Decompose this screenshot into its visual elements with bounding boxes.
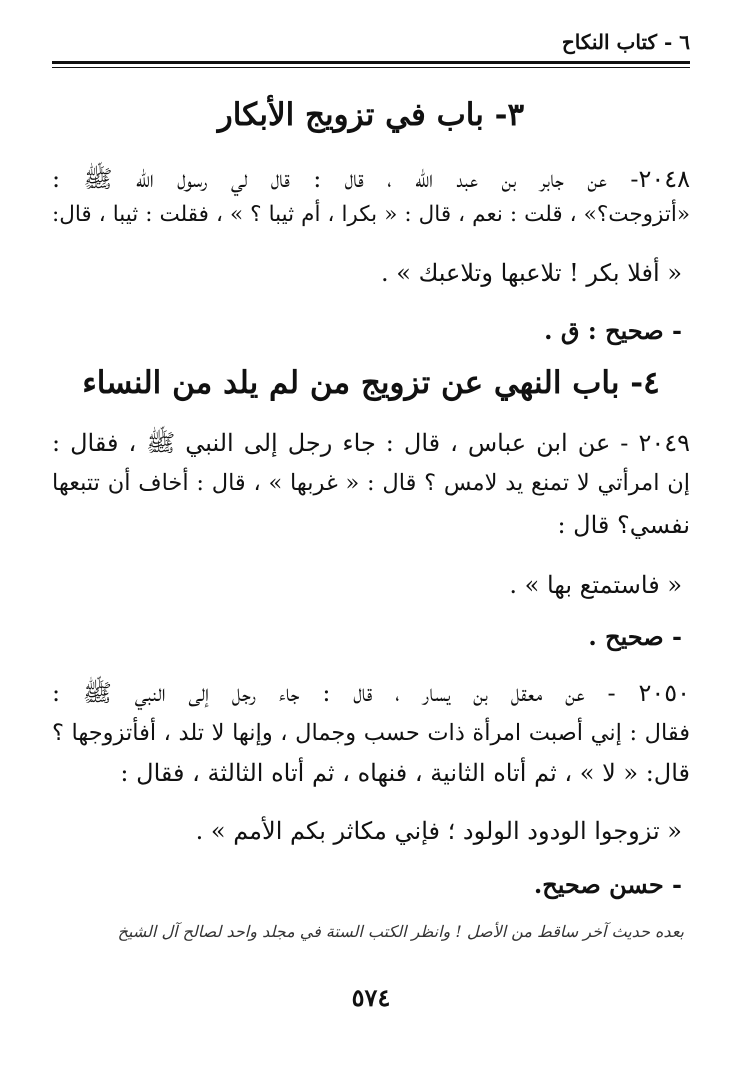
hadith-2048-line-3: « أفلا بكر ! تلاعبها وتلاعبك » . xyxy=(381,259,682,287)
handwritten-margin-note: بعده حديث آخر ساقط من الأصل ! وانظر الكتب الستة في مجلد واحد لصالح آل الشيخ xyxy=(117,922,684,941)
running-header: ٦ - كتاب النكاح xyxy=(561,30,690,54)
hadith-2049-line-1: ٢٠٤٩ - عن ابن عباس ، قال : جاء رجل إلى النبي ﷺ ، فقال : xyxy=(52,429,690,457)
chapter-heading-3: ٣- باب في تزويج الأبكار xyxy=(217,97,525,133)
chapter-heading-4: ٤- باب النهي عن تزويج من لم يلد من النساء xyxy=(82,365,660,401)
hadith-2049-line-2: إن امرأتي لا تمنع يد لامس ؟ قال : « غربها » ، قال : أخاف أن تتبعها xyxy=(52,470,690,496)
hadith-2048-grade: - صحيح : ق . xyxy=(544,316,682,345)
hadith-2050-line-3: قال: « لا » ، ثم أتاه الثانية ، فنهاه ، ثم أتاه الثالثة ، فقال : xyxy=(120,759,690,787)
hadith-2050-line-4: « تزوجوا الودود الولود ؛ فإني مكاثر بكم الأمم » . xyxy=(195,817,682,845)
hadith-2049-line-4: « فاستمتع بها » . xyxy=(509,571,682,599)
hadith-2050-line-2: فقال : إني أصبت امرأة ذات حسب وجمال ، وإنها لا تلد ، أفأتزوجها ؟ xyxy=(52,720,690,746)
hadith-2050-line-1: ٢٠٥٠ - عن معقل بن يسار ، قال : جاء رجل إلى النبي ﷺ : xyxy=(52,679,690,707)
hadith-2049-line-3: نفسي؟ قال : xyxy=(557,511,690,539)
hadith-2048-line-2: «أتزوجت؟» ، قلت : نعم ، قال : « بكرا ، أم ثيبا ؟ » ، فقلت : ثيبا ، قال: xyxy=(52,202,690,227)
header-rule-thin xyxy=(52,67,690,68)
hadith-2049-grade: - صحيح . xyxy=(588,622,682,651)
header-rule-thick xyxy=(52,61,690,64)
hadith-2048-line-1: ٢٠٤٨- عن جابر بن عبد الله ، قال : قال لي رسول الله ﷺ : xyxy=(52,165,690,193)
page-number: ٥٧٤ xyxy=(351,983,391,1012)
hadith-2050-grade: - حسن صحيح. xyxy=(533,870,682,899)
